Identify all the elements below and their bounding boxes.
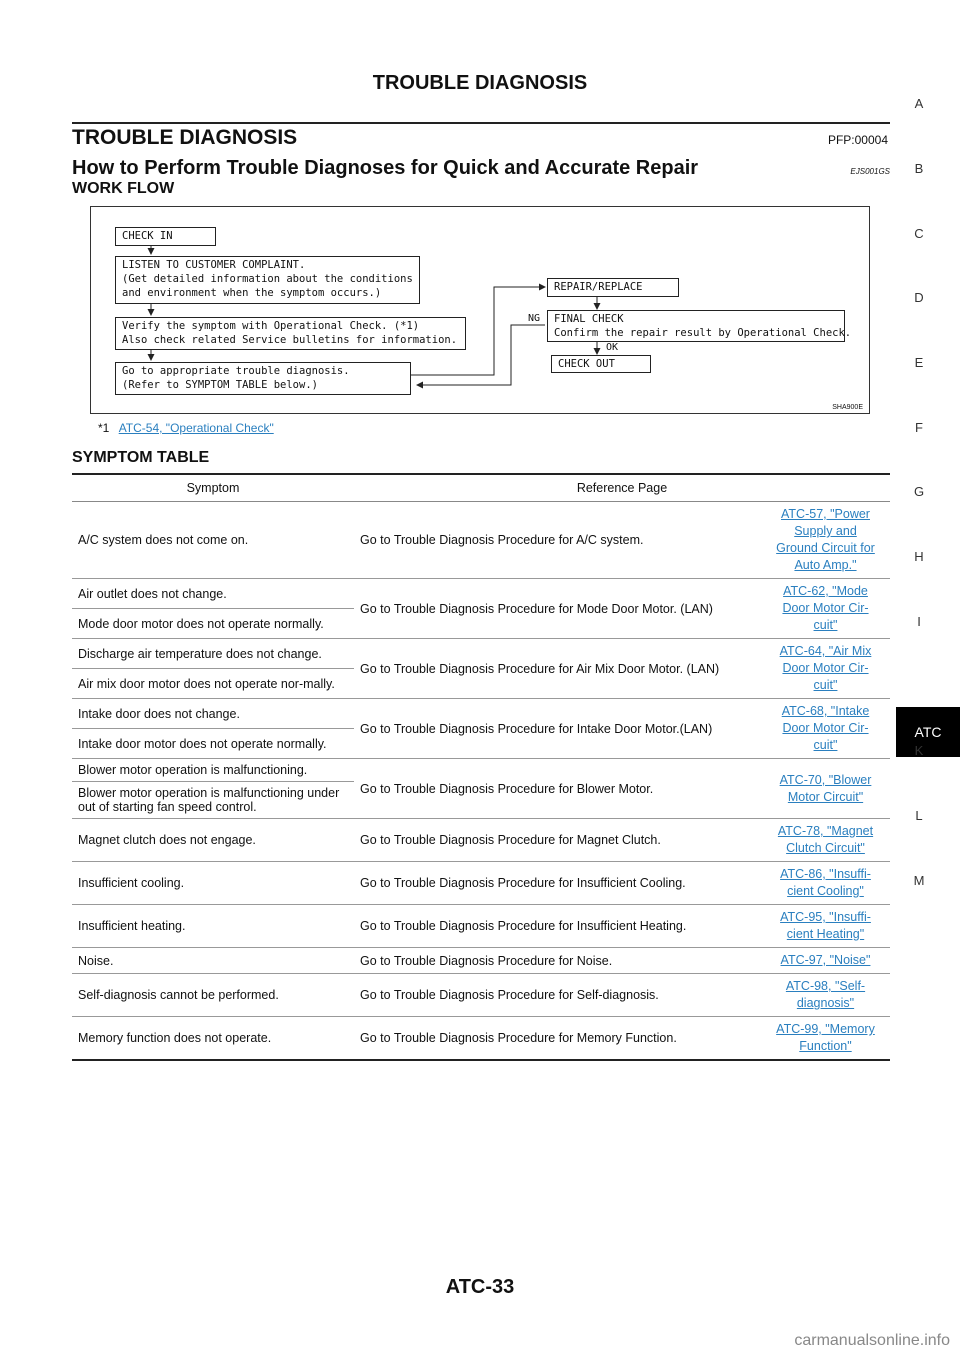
side-index-item[interactable]: E (914, 355, 924, 370)
page-header-title: TROUBLE DIAGNOSIS (372, 72, 588, 94)
subsection-code: EJS001GS (850, 167, 890, 176)
work-flow-diagram (90, 206, 870, 414)
listen-box: LISTEN TO CUSTOMER COMPLAINT. (Get detailed information about the conditions and environment when the symptom occurs.) (115, 256, 420, 304)
reference-link[interactable] (782, 704, 870, 752)
symptom-table (72, 473, 890, 1061)
reference-link[interactable] (776, 1022, 875, 1053)
reference-link[interactable] (786, 979, 865, 1010)
verify-box: Verify the symptom with Operational Check. (*1) Also check related Service bulletins for information. (115, 317, 466, 350)
table-row (72, 819, 890, 862)
final-check-box: FINAL CHECK Confirm the repair result by Operational Check. (547, 310, 845, 342)
side-index-item[interactable]: K (914, 743, 924, 758)
table-row (72, 699, 890, 729)
reference-link-line[interactable]: ATC-62, "Mode (783, 584, 868, 598)
reference-link[interactable] (782, 584, 868, 632)
reference-link-line[interactable]: Function" (799, 1039, 852, 1053)
side-index-item[interactable]: L (915, 808, 923, 823)
reference-link-line[interactable]: diagnosis" (796, 996, 855, 1010)
reference-link-line[interactable]: ATC-86, "Insuffi- (780, 867, 871, 881)
table-row (72, 579, 890, 609)
side-index-item[interactable]: F (915, 420, 923, 435)
symptom-cell: Self-diagnosis cannot be performed. (72, 974, 354, 1017)
side-index-item[interactable]: B (914, 161, 924, 176)
reference-cell (761, 974, 890, 1017)
symptom-cell: Intake door does not change. (72, 699, 354, 729)
reference-link-line[interactable]: ATC-64, "Air Mix (779, 644, 872, 658)
procedure-cell: Go to Trouble Diagnosis Procedure for A/C system. (354, 502, 761, 579)
reference-link-line[interactable]: cient Heating" (786, 927, 865, 941)
procedure-cell: Go to Trouble Diagnosis Procedure for Magnet Clutch. (354, 819, 761, 862)
reference-link-line[interactable]: cient Cooling" (787, 884, 864, 898)
reference-link-line[interactable]: ATC-97, "Noise" (780, 953, 871, 967)
procedure-cell: Go to Trouble Diagnosis Procedure for Insufficient Heating. (354, 905, 761, 948)
symptom-table-body (72, 502, 890, 1061)
side-index-item[interactable]: I (917, 614, 921, 629)
reference-cell (761, 639, 890, 699)
section-title: TROUBLE DIAGNOSIS (72, 126, 298, 149)
table-row (72, 759, 890, 782)
reference-link-line[interactable]: Motor Circuit" (787, 789, 864, 804)
reference-link[interactable] (780, 644, 872, 692)
side-index-item[interactable]: C (914, 226, 924, 241)
operational-check-note (98, 421, 274, 435)
symptom-cell: Memory function does not operate. (72, 1017, 354, 1061)
side-index-item[interactable]: D (914, 290, 924, 305)
reference-link[interactable] (781, 953, 871, 967)
symptom-cell: Insufficient cooling. (72, 862, 354, 905)
reference-link-line[interactable]: ATC-98, "Self- (785, 979, 866, 993)
symptom-header: Symptom (72, 474, 354, 502)
repair-replace-box: REPAIR/REPLACE (547, 278, 679, 297)
reference-page-header: Reference Page (354, 474, 890, 502)
page-number: ATC-33 (445, 1276, 515, 1298)
reference-cell (761, 862, 890, 905)
procedure-cell: Go to Trouble Diagnosis Procedure for Memory Function. (354, 1017, 761, 1061)
procedure-cell: Go to Trouble Diagnosis Procedure for Insufficient Cooling. (354, 862, 761, 905)
symptom-cell: Air outlet does not change. (72, 579, 354, 609)
procedure-cell: Go to Trouble Diagnosis Procedure for Noise. (354, 948, 761, 974)
reference-link-line[interactable]: Door Motor Cir- (782, 721, 869, 735)
reference-link-line[interactable]: cuit" (813, 618, 838, 632)
reference-link-line[interactable]: Door Motor Cir- (782, 661, 869, 675)
reference-cell (761, 905, 890, 948)
symptom-cell: Air mix door motor does not operate nor-mally. (72, 669, 354, 699)
reference-link-line[interactable]: cuit" (813, 738, 838, 752)
pfp-code: PFP:00004 (827, 133, 888, 147)
table-row (72, 1017, 890, 1061)
procedure-cell: Go to Trouble Diagnosis Procedure for Mode Door Motor. (LAN) (354, 579, 761, 639)
reference-link[interactable] (780, 867, 871, 898)
reference-cell (761, 759, 890, 819)
procedure-cell: Go to Trouble Diagnosis Procedure for Self-diagnosis. (354, 974, 761, 1017)
table-row (72, 948, 890, 974)
reference-link-line[interactable]: ATC-95, "Insuffi- (780, 910, 871, 924)
symptom-cell: Magnet clutch does not engage. (72, 819, 354, 862)
symptom-cell: A/C system does not come on. (72, 502, 354, 579)
table-row (72, 862, 890, 905)
reference-link[interactable] (780, 910, 871, 941)
symptom-cell: Blower motor operation is malfunctioning under out of starting fan speed control. (72, 782, 354, 819)
side-index-item[interactable]: A (914, 96, 924, 111)
reference-link[interactable] (778, 824, 873, 855)
reference-cell (761, 699, 890, 759)
reference-link-line[interactable]: ATC-57, "Power (781, 507, 870, 521)
symptom-cell: Insufficient heating. (72, 905, 354, 948)
reference-link-line[interactable]: Ground Circuit for (776, 541, 875, 555)
header-rule (72, 122, 890, 124)
table-row (72, 502, 890, 579)
side-index-item[interactable]: H (914, 549, 924, 564)
reference-link-line[interactable]: ATC-70, "Blower (779, 772, 872, 787)
reference-link[interactable] (780, 773, 872, 804)
operational-check-link[interactable]: ATC-54, "Operational Check" (118, 421, 274, 435)
reference-link-line[interactable]: ATC-68, "Intake (781, 704, 870, 718)
ng-label: NG (528, 313, 541, 324)
symptom-cell: Intake door motor does not operate normally. (72, 729, 354, 759)
reference-cell (761, 1017, 890, 1061)
check-in-box: CHECK IN (115, 227, 216, 246)
procedure-cell: Go to Trouble Diagnosis Procedure for Intake Door Motor.(LAN) (354, 699, 761, 759)
reference-link-line[interactable]: Clutch Circuit" (786, 841, 865, 855)
watermark: carmanualsonline.info (794, 1332, 950, 1349)
figure-id: SHA900E (832, 404, 863, 411)
table-row (72, 974, 890, 1017)
reference-link-line[interactable]: Door Motor Cir- (782, 601, 869, 615)
check-out-box: CHECK OUT (551, 355, 651, 373)
reference-cell (761, 579, 890, 639)
reference-link-line[interactable]: Auto Amp." (794, 558, 857, 572)
reference-link[interactable] (776, 507, 875, 572)
reference-link-line[interactable]: ATC-78, "Magnet (777, 824, 874, 838)
work-flow-title: WORK FLOW (72, 180, 175, 197)
ok-label: OK (606, 342, 619, 353)
reference-cell (761, 502, 890, 579)
reference-link-line[interactable]: cuit" (813, 678, 838, 692)
table-row (72, 905, 890, 948)
symptom-table-title: SYMPTOM TABLE (72, 449, 210, 466)
side-index-item[interactable]: M (913, 873, 925, 888)
reference-link-line[interactable]: Supply and (794, 524, 857, 538)
note-mark: *1 (98, 421, 110, 435)
symptom-cell: Mode door motor does not operate normally. (72, 609, 354, 639)
reference-link-line[interactable]: ATC-99, "Memory (776, 1022, 875, 1036)
symptom-cell: Noise. (72, 948, 354, 974)
procedure-cell: Go to Trouble Diagnosis Procedure for Blower Motor. (354, 759, 761, 819)
reference-cell (761, 819, 890, 862)
symptom-cell: Blower motor operation is malfunctioning. (72, 759, 354, 782)
subsection-title: How to Perform Trouble Diagnoses for Quick and Accurate Repair (72, 157, 699, 179)
side-index-tab-atc[interactable]: ATC (896, 707, 960, 757)
side-index-item[interactable]: G (913, 484, 925, 499)
symptom-cell: Discharge air temperature does not change. (72, 639, 354, 669)
reference-cell (761, 948, 890, 974)
go-to-diagnosis-box: Go to appropriate trouble diagnosis. (Refer to SYMPTOM TABLE below.) (115, 362, 411, 395)
procedure-cell: Go to Trouble Diagnosis Procedure for Air Mix Door Motor. (LAN) (354, 639, 761, 699)
table-row (72, 639, 890, 669)
